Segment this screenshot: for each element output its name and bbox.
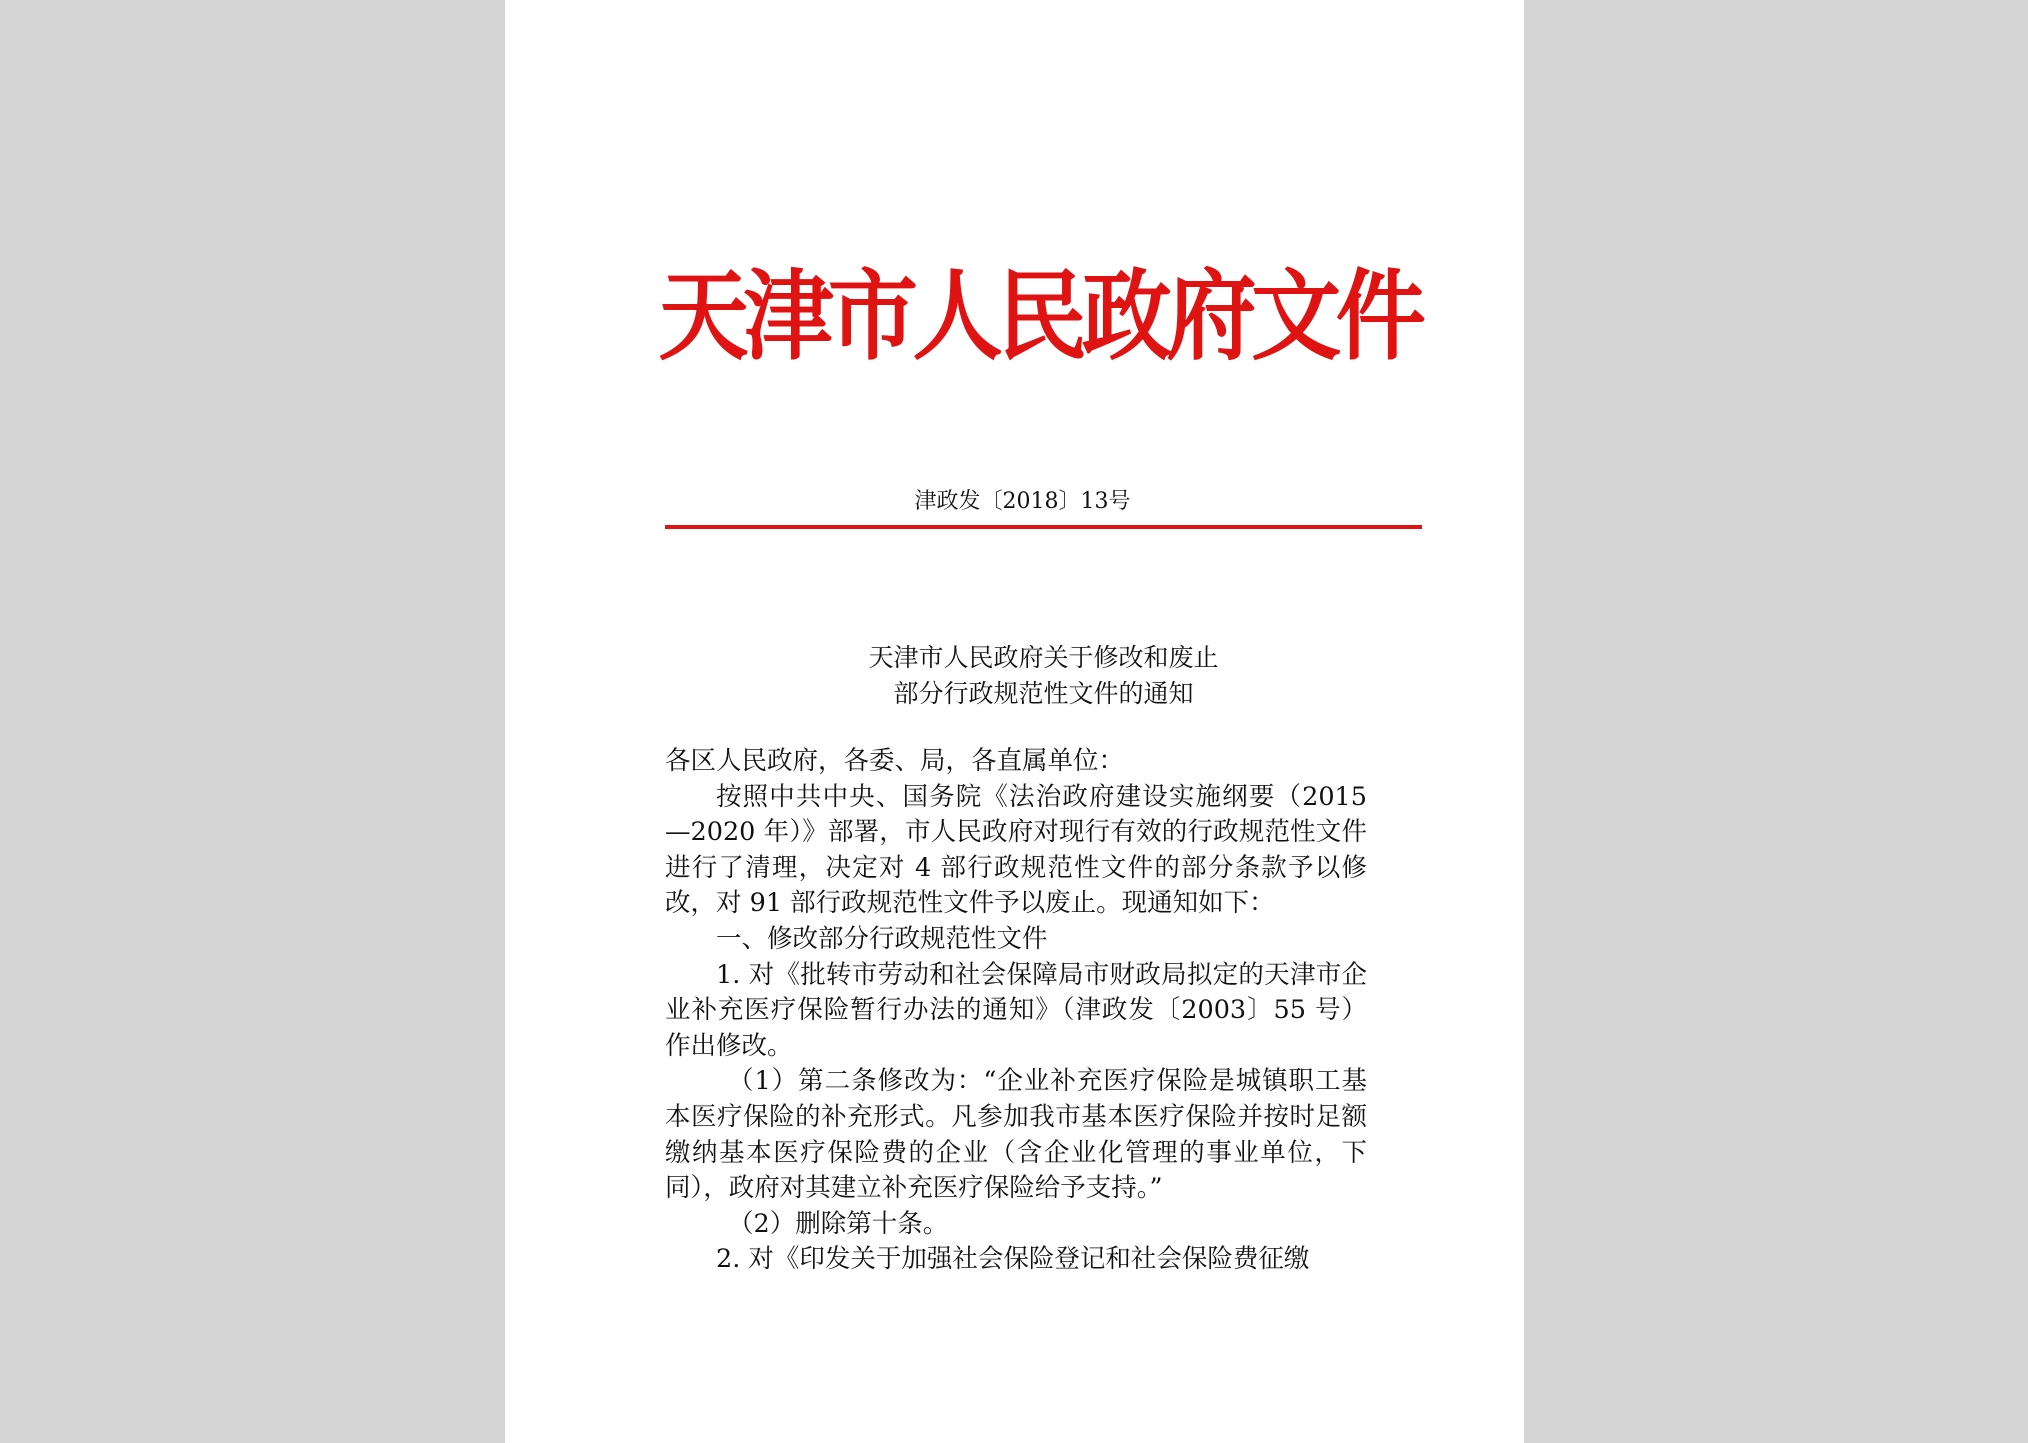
list-item-1: 1. 对《批转市劳动和社会保障局市财政局拟定的天津市企业补充医疗保险暂行办法的通知》（津政发〔2003〕55 号）作出修改。 (665, 959, 1367, 1061)
sub-item-1-1: （1）第二条修改为：“企业补充医疗保险是城镇职工基本医疗保险的补充形式。凡参加我市基本医疗保险并按时足额缴纳基本医疗保险费的企业（含企业化管理的事业单位，下同），政府对其建立补充医疗保险给予支持。” (665, 1066, 1367, 1204)
red-divider-line (665, 525, 1422, 529)
document-page (505, 0, 1524, 1443)
list-item-2: 2. 对《印发关于加强社会保险登记和社会保险费征缴 (716, 1244, 1310, 1275)
sub-item-1-2: （2）删除第十条。 (728, 1208, 949, 1239)
document-number: 津政发〔2018〕13号 (914, 489, 1131, 514)
masthead-title: 天津市人民政府文件 (658, 260, 1421, 374)
document-body (665, 744, 1367, 1278)
notice-title-line-1: 天津市人民政府关于修改和废止 (868, 643, 1219, 672)
notice-title-line-2: 部分行政规范性文件的通知 (893, 679, 1194, 708)
salutation: 各区人民政府，各委、局，各直属单位： (665, 746, 1125, 776)
section-heading-1: 一、修改部分行政规范性文件 (716, 923, 1048, 954)
paragraph-intro: 按照中共中央、国务院《法治政府建设实施纲要（2015—2020 年）》部署，市人民政府对现行有效的行政规范性文件进行了清理，决定对 4 部行政规范性文件的部分条款予以修改，对 91 部行政规范性文件予以废止。现通知如下： (665, 781, 1367, 919)
